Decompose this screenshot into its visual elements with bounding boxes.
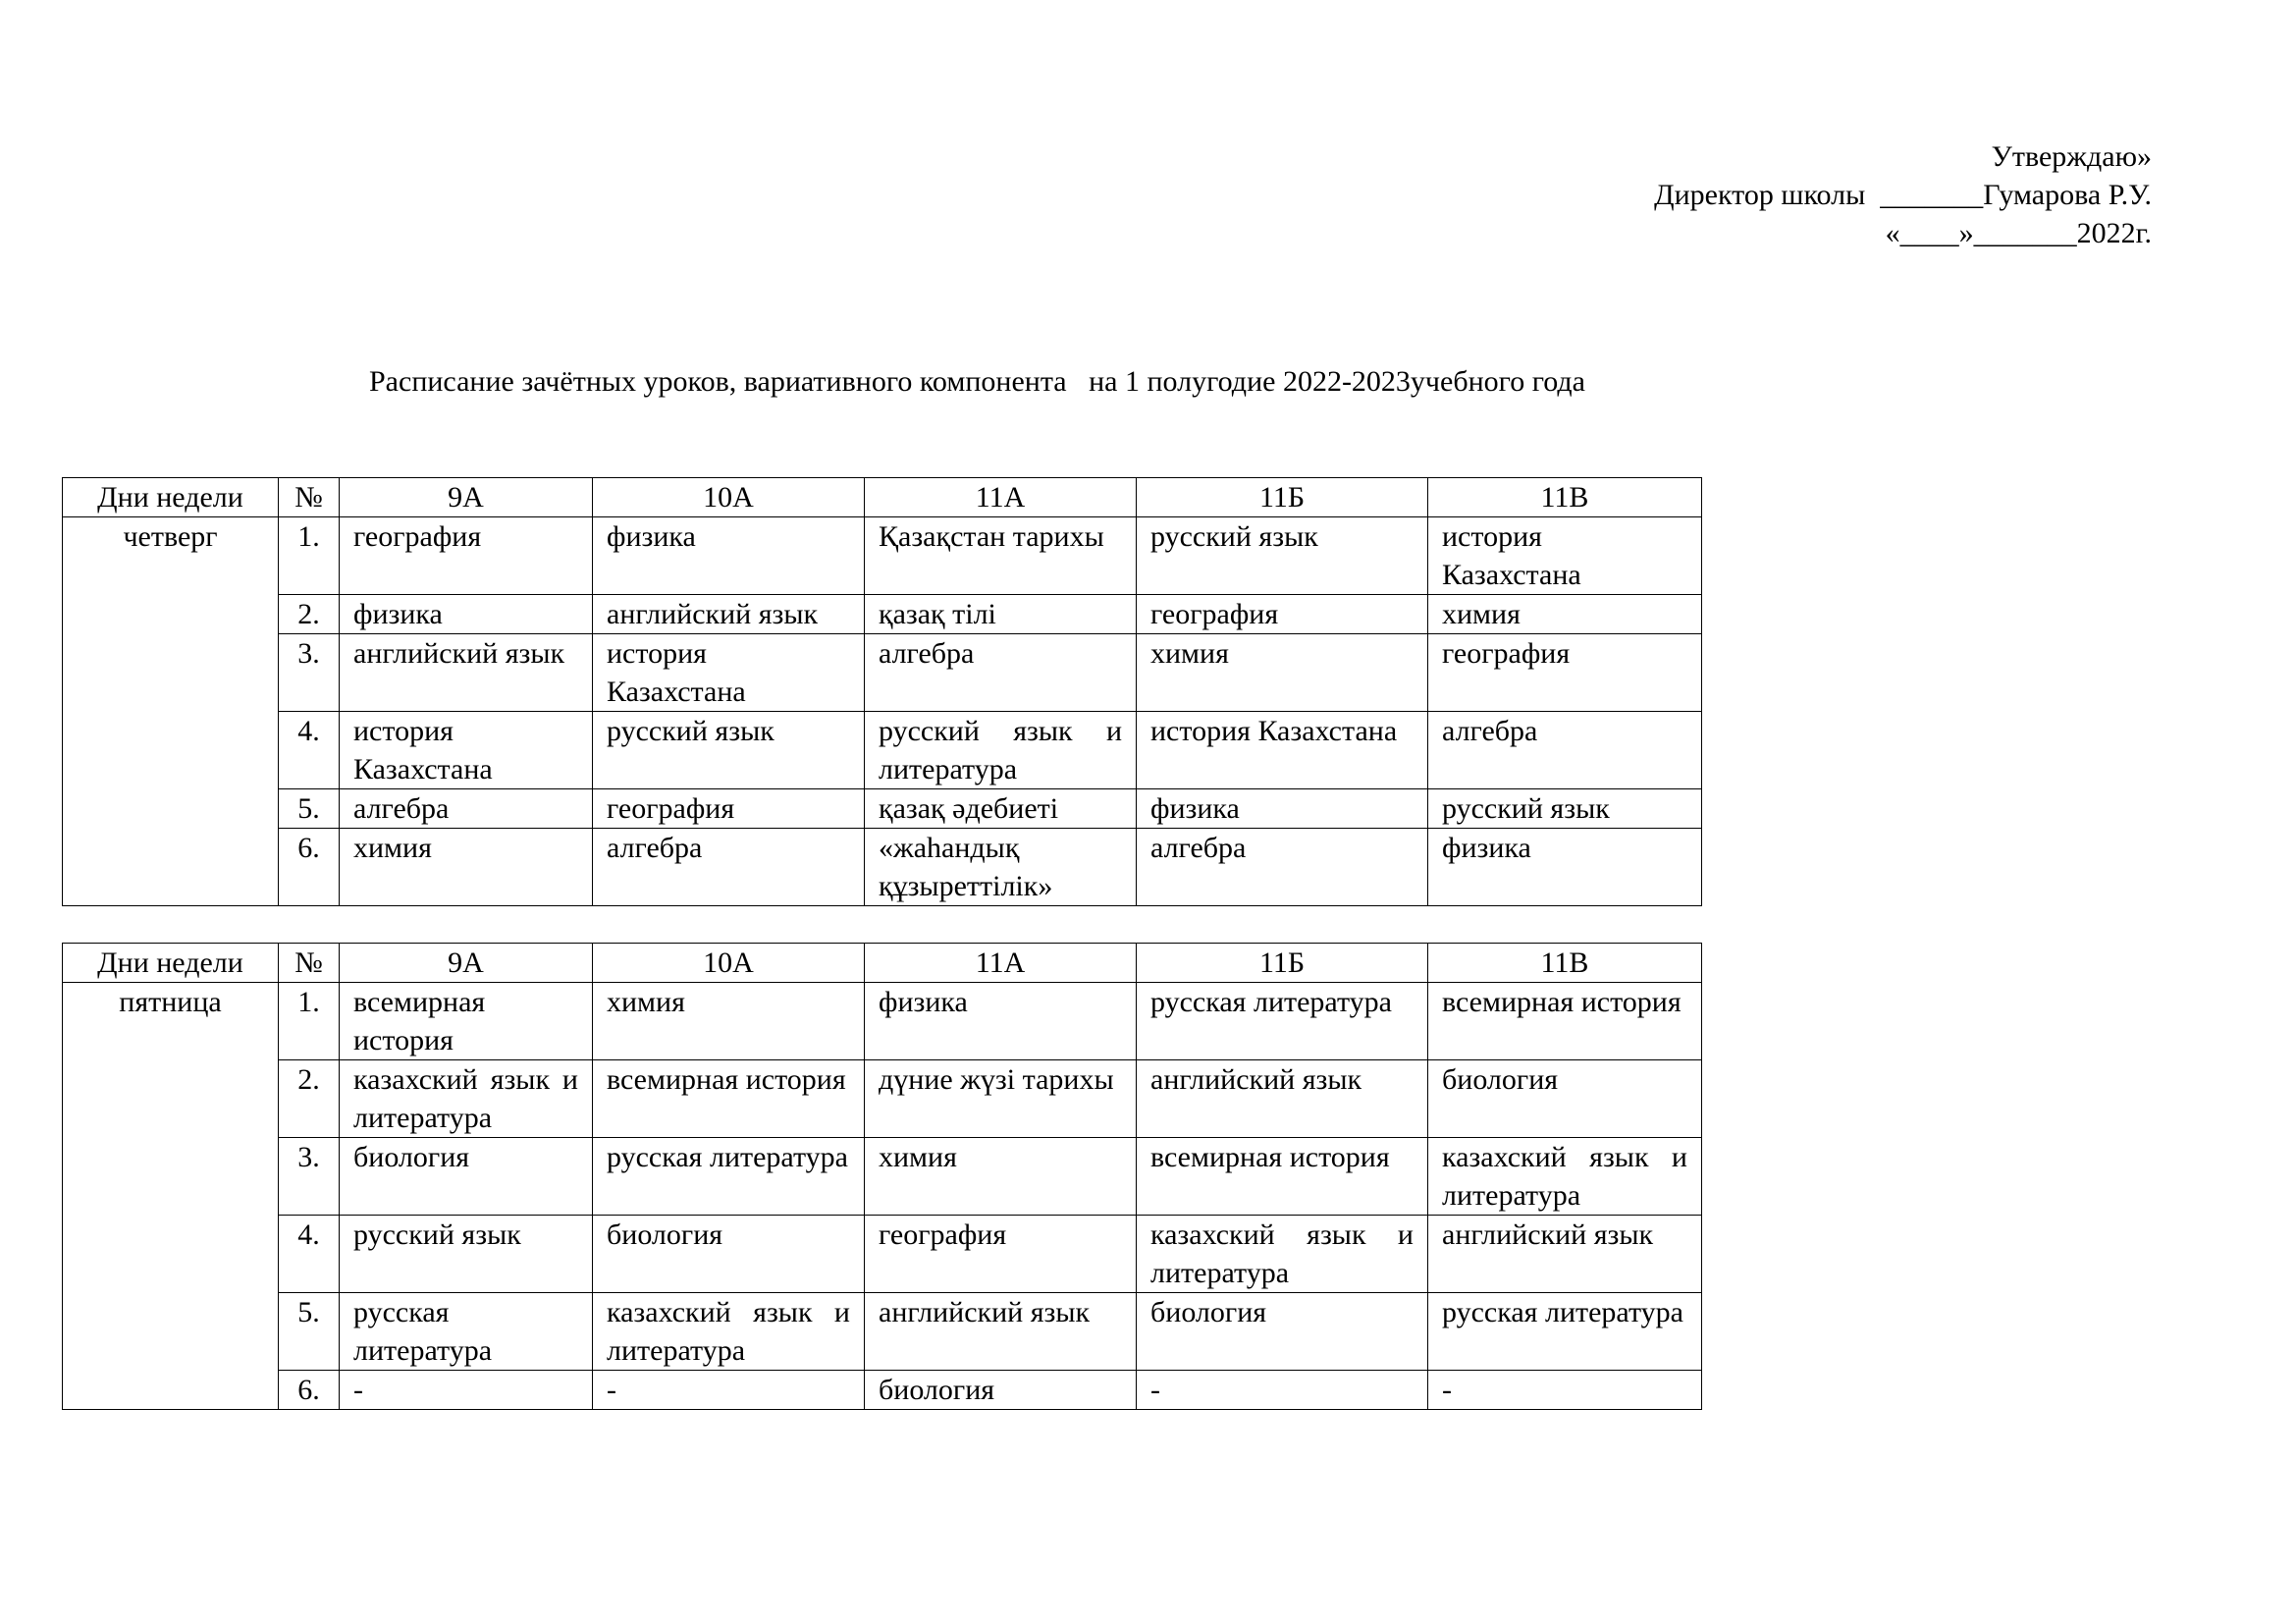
- lesson-cell: география: [1137, 595, 1428, 634]
- lesson-cell: физика: [593, 517, 865, 595]
- lesson-cell: история Казахстана: [340, 712, 593, 789]
- table-row: [63, 517, 1702, 595]
- lesson-cell: казахский язык и литература: [340, 1060, 593, 1138]
- lesson-cell: биология: [865, 1371, 1137, 1410]
- lesson-cell: химия: [1428, 595, 1702, 634]
- lesson-number: 6.: [279, 829, 340, 906]
- lesson-number: 1.: [279, 517, 340, 595]
- lesson-cell: Қазақстан тарихы: [865, 517, 1137, 595]
- lesson-number: 1.: [279, 983, 340, 1060]
- day-cell: пятница: [63, 983, 279, 1410]
- lesson-cell: английский язык: [340, 634, 593, 712]
- table-row: [63, 789, 1702, 829]
- lesson-cell: -: [1137, 1371, 1428, 1410]
- lesson-cell: всемирная история: [1137, 1138, 1428, 1216]
- table-row: [63, 1216, 1702, 1293]
- lesson-number: 5.: [279, 1293, 340, 1371]
- document-title: Расписание зачётных уроков, вариативного компонента на 1 полугодие 2022-2023учебного года: [369, 365, 1585, 398]
- schedule-table-thursday: [62, 477, 1702, 906]
- approval-date-line: «____»_______2022г.: [1885, 217, 2152, 249]
- lesson-cell: биология: [1137, 1293, 1428, 1371]
- lesson-cell: -: [593, 1371, 865, 1410]
- lesson-cell: география: [1428, 634, 1702, 712]
- lesson-cell: алгебра: [865, 634, 1137, 712]
- lesson-cell: алгебра: [1428, 712, 1702, 789]
- lesson-cell: английский язык: [593, 595, 865, 634]
- lesson-cell: -: [1428, 1371, 1702, 1410]
- table-row: [63, 634, 1702, 712]
- lesson-cell: физика: [865, 983, 1137, 1060]
- header-class-10a: 10А: [593, 478, 865, 517]
- lesson-number: 4.: [279, 1216, 340, 1293]
- table-row: [63, 1060, 1702, 1138]
- lesson-cell: «жаһандық құзыреттілік»: [865, 829, 1137, 906]
- header-class-11a: 11А: [865, 478, 1137, 517]
- lesson-cell: русский язык и литература: [865, 712, 1137, 789]
- lesson-cell: казахский язык и литература: [1137, 1216, 1428, 1293]
- director-signature-line: Директор школы _______Гумарова Р.У.: [1654, 179, 2152, 211]
- lesson-cell: физика: [1137, 789, 1428, 829]
- lesson-cell: русская литература: [593, 1138, 865, 1216]
- lesson-number: 5.: [279, 789, 340, 829]
- header-class-11a: 11А: [865, 944, 1137, 983]
- table-header-row: [63, 944, 1702, 983]
- header-class-9a: 9А: [340, 478, 593, 517]
- header-day: Дни недели: [63, 478, 279, 517]
- table-row: [63, 983, 1702, 1060]
- lesson-cell: английский язык: [1428, 1216, 1702, 1293]
- approval-block: [1654, 137, 2152, 252]
- lesson-cell: русская литература: [1428, 1293, 1702, 1371]
- lesson-number: 6.: [279, 1371, 340, 1410]
- lesson-cell: русский язык: [1137, 517, 1428, 595]
- lesson-cell: химия: [340, 829, 593, 906]
- header-class-10a: 10А: [593, 944, 865, 983]
- lesson-cell: история Казахстана: [593, 634, 865, 712]
- lesson-cell: география: [340, 517, 593, 595]
- lesson-cell: всемирная история: [593, 1060, 865, 1138]
- day-cell: четверг: [63, 517, 279, 906]
- table-row: [63, 1371, 1702, 1410]
- lesson-cell: география: [593, 789, 865, 829]
- lesson-cell: английский язык: [1137, 1060, 1428, 1138]
- approval-line: Утверждаю»: [1991, 140, 2152, 173]
- lesson-number: 3.: [279, 1138, 340, 1216]
- lesson-cell: алгебра: [340, 789, 593, 829]
- schedule-table-friday: [62, 943, 1702, 1410]
- table-row: [63, 1293, 1702, 1371]
- header-day: Дни недели: [63, 944, 279, 983]
- lesson-number: 2.: [279, 595, 340, 634]
- table-row: [63, 595, 1702, 634]
- lesson-cell: русский язык: [340, 1216, 593, 1293]
- lesson-cell: казахский язык и литература: [593, 1293, 865, 1371]
- lesson-cell: химия: [1137, 634, 1428, 712]
- lesson-number: 2.: [279, 1060, 340, 1138]
- lesson-cell: русский язык: [1428, 789, 1702, 829]
- lesson-cell: химия: [865, 1138, 1137, 1216]
- header-class-11v: 11В: [1428, 478, 1702, 517]
- table-row: [63, 712, 1702, 789]
- lesson-cell: русский язык: [593, 712, 865, 789]
- lesson-cell: биология: [1428, 1060, 1702, 1138]
- lesson-cell: биология: [593, 1216, 865, 1293]
- lesson-number: 3.: [279, 634, 340, 712]
- lesson-cell: химия: [593, 983, 865, 1060]
- header-class-11b: 11Б: [1137, 944, 1428, 983]
- lesson-cell: русская литература: [340, 1293, 593, 1371]
- lesson-cell: казахский язык и литература: [1428, 1138, 1702, 1216]
- lesson-cell: дүние жүзі тарихы: [865, 1060, 1137, 1138]
- table-header-row: [63, 478, 1702, 517]
- table-row: [63, 829, 1702, 906]
- lesson-cell: биология: [340, 1138, 593, 1216]
- lesson-cell: физика: [340, 595, 593, 634]
- lesson-cell: қазақ әдебиеті: [865, 789, 1137, 829]
- header-number: №: [279, 478, 340, 517]
- lesson-cell: история Казахстана: [1428, 517, 1702, 595]
- lesson-cell: қазақ тілі: [865, 595, 1137, 634]
- lesson-cell: физика: [1428, 829, 1702, 906]
- header-number: №: [279, 944, 340, 983]
- lesson-cell: английский язык: [865, 1293, 1137, 1371]
- header-class-11v: 11В: [1428, 944, 1702, 983]
- lesson-cell: -: [340, 1371, 593, 1410]
- header-class-11b: 11Б: [1137, 478, 1428, 517]
- lesson-cell: алгебра: [1137, 829, 1428, 906]
- header-class-9a: 9А: [340, 944, 593, 983]
- lesson-cell: история Казахстана: [1137, 712, 1428, 789]
- lesson-cell: русская литература: [1137, 983, 1428, 1060]
- lesson-cell: всемирная история: [340, 983, 593, 1060]
- lesson-number: 4.: [279, 712, 340, 789]
- lesson-cell: всемирная история: [1428, 983, 1702, 1060]
- lesson-cell: география: [865, 1216, 1137, 1293]
- lesson-cell: алгебра: [593, 829, 865, 906]
- table-row: [63, 1138, 1702, 1216]
